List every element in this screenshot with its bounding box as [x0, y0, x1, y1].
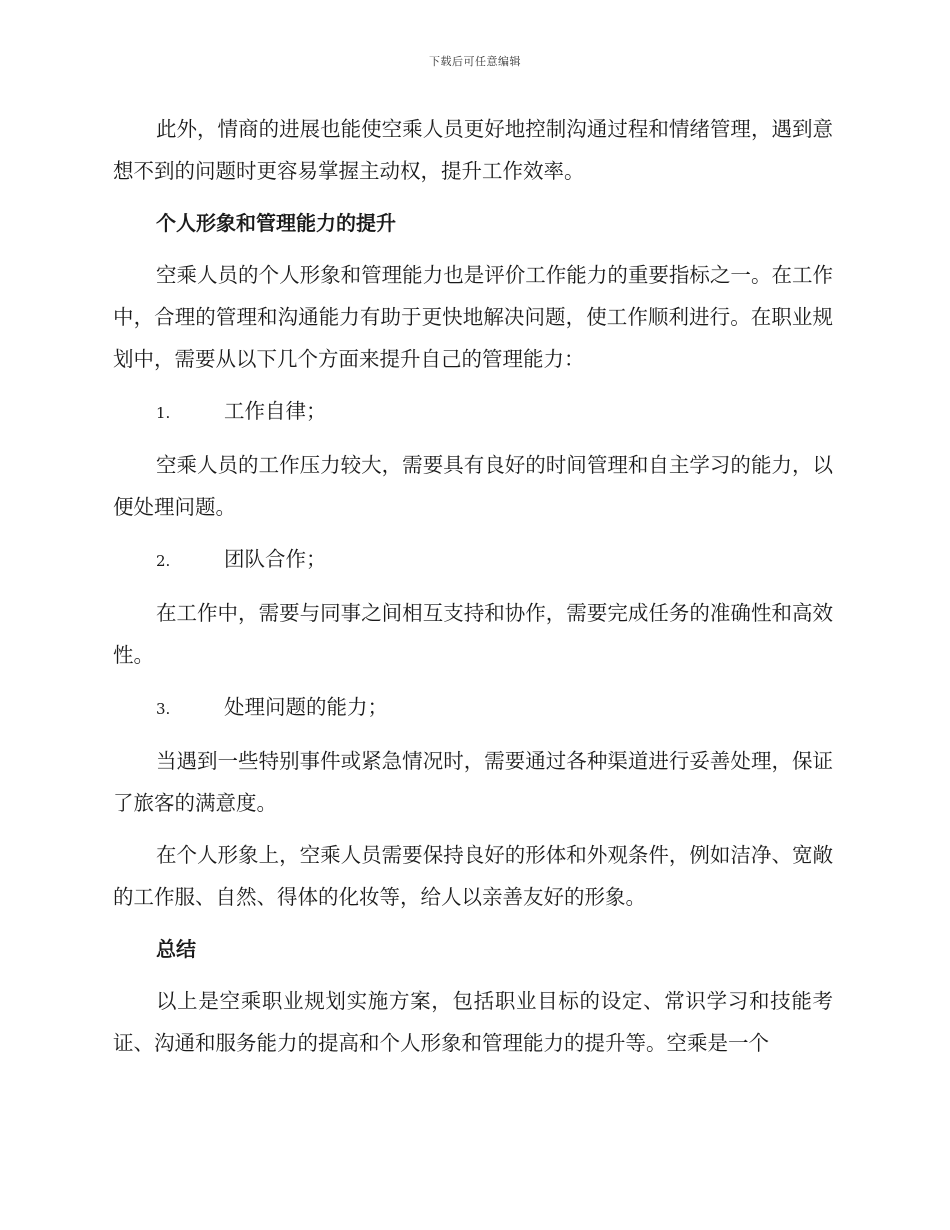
paragraph: 在个人形象上，空乘人员需要保持良好的形体和外观条件，例如洁净、宽敞的工作服、自然、得体的化妆等，给人以亲善友好的形象。	[113, 843, 833, 909]
paragraph: 以上是空乘职业规划实施方案，包括职业目标的设定、常识学习和技能考证、沟通和服务能力的提高和个人形象和管理能力的提升等。空乘是一个	[113, 989, 833, 1055]
list-item-text: 处理问题的能力；	[224, 695, 388, 719]
paragraph: 当遇到一些特别事件或紧急情况时，需要通过各种渠道进行妥善处理，保证了旅客的满意度。	[113, 749, 833, 815]
list-item-text: 团队合作；	[224, 547, 327, 571]
list-number: 1.	[156, 404, 171, 422]
list-number: 2.	[156, 552, 171, 570]
section-heading: 总结	[156, 937, 196, 961]
paragraph: 空乘人员的个人形象和管理能力也是评价工作能力的重要指标之一。在工作中，合理的管理和沟通能力有助于更快地解决问题，使工作顺利进行。在职业规划中，需要从以下几个方面来提升自己的管理能力：	[113, 263, 833, 371]
list-item-text: 工作自律；	[224, 399, 327, 423]
list-item	[156, 686, 833, 730]
page-header: 下载后可任意编辑	[429, 55, 521, 68]
list-number: 3.	[156, 700, 171, 718]
paragraph: 空乘人员的工作压力较大，需要具有良好的时间管理和自主学习的能力，以便处理问题。	[113, 453, 833, 519]
section-heading: 个人形象和管理能力的提升	[156, 211, 396, 235]
list-item	[156, 538, 833, 582]
paragraph: 此外，情商的进展也能使空乘人员更好地控制沟通过程和情绪管理，遇到意想不到的问题时更容易掌握主动权，提升工作效率。	[113, 117, 833, 183]
paragraph: 在工作中，需要与同事之间相互支持和协作，需要完成任务的准确性和高效性。	[113, 601, 833, 667]
list-item	[156, 390, 833, 434]
document-body	[113, 108, 833, 1074]
